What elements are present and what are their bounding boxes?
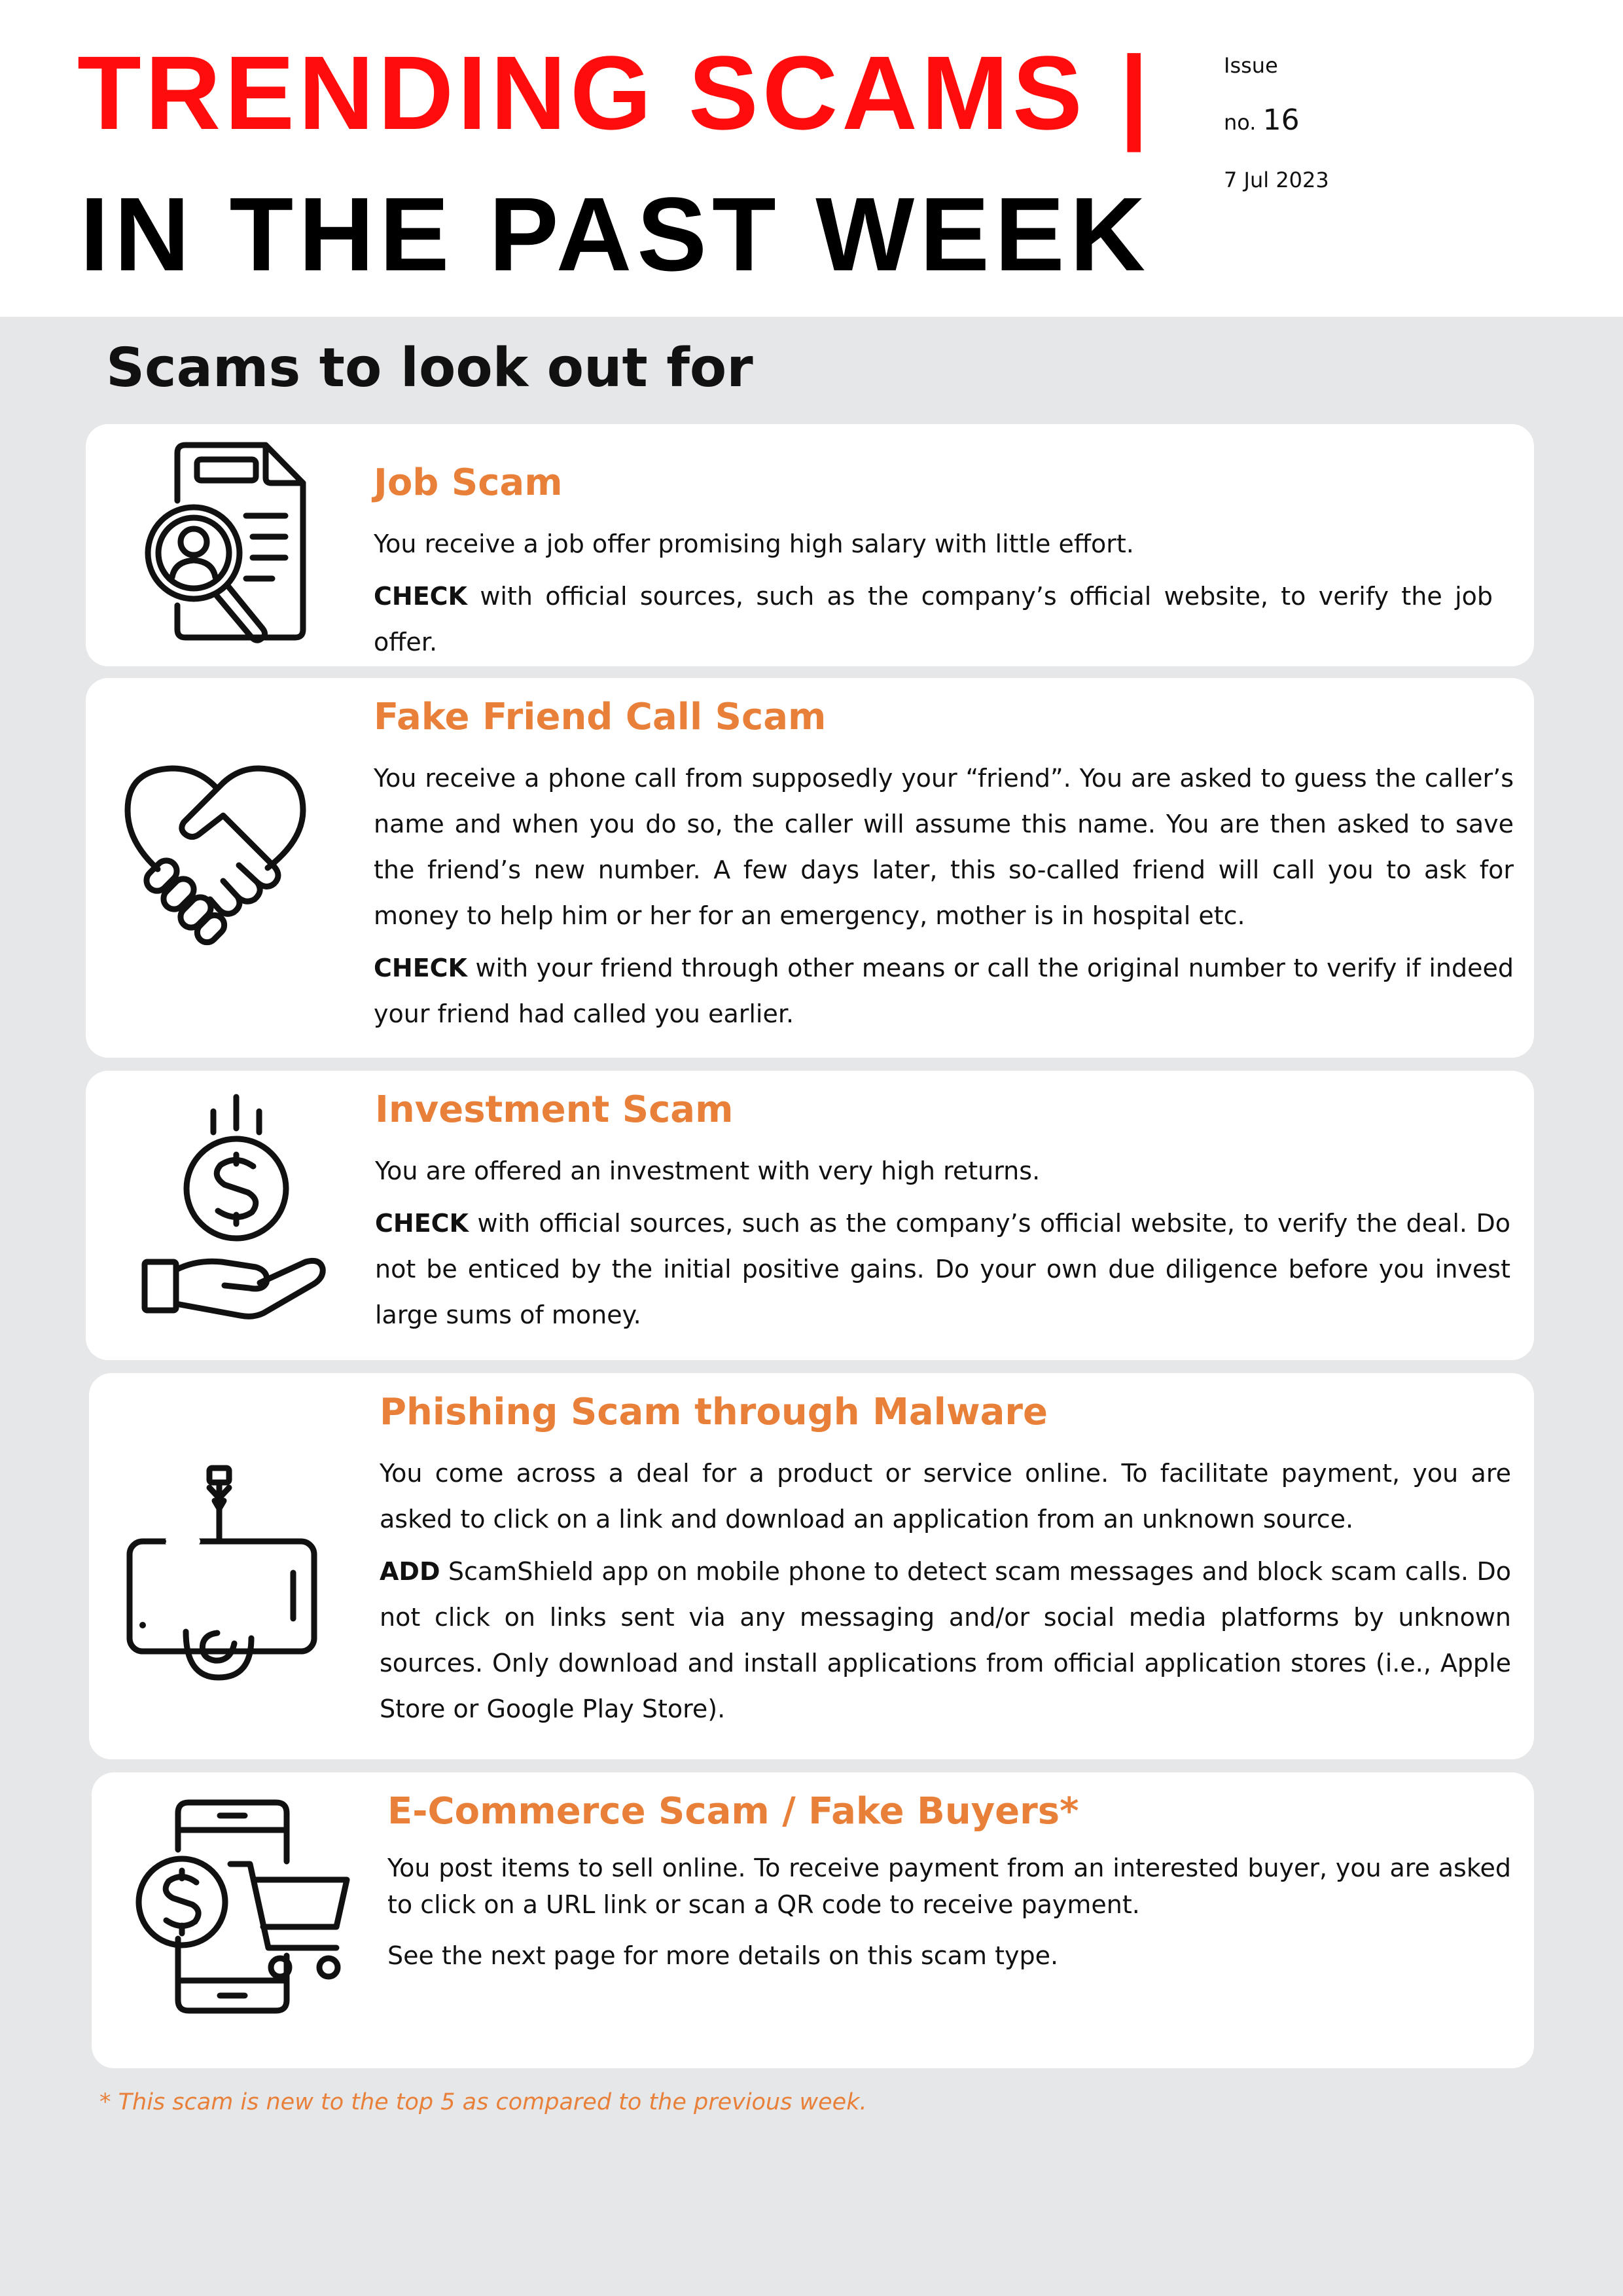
scam-card-phishing xyxy=(89,1373,1534,1759)
section-title: Scams to look out for xyxy=(106,337,753,399)
hand-dollar-coin-icon xyxy=(138,1090,334,1319)
footnote: * This scam is new to the top 5 as compared to the previous week. xyxy=(99,2089,867,2115)
advice-text: See the next page for more details on this scam type. xyxy=(387,1941,1059,1970)
scam-description: You are offered an investment with very high returns. xyxy=(375,1157,1041,1185)
phone-fishing-hook-icon xyxy=(123,1462,319,1691)
issue-no-value: 16 xyxy=(1262,103,1300,137)
scam-advice xyxy=(374,573,1493,665)
scam-advice xyxy=(374,945,1514,1037)
scam-title: Investment Scam xyxy=(375,1088,734,1131)
scam-card-investment xyxy=(86,1071,1534,1360)
scam-card-content xyxy=(374,457,1493,665)
issue-label: Issue xyxy=(1224,53,1278,78)
headline-past-week: IN THE PAST WEEK xyxy=(80,175,1151,293)
scam-title: Job Scam xyxy=(374,461,563,504)
scam-advice xyxy=(380,1549,1511,1732)
issue-number xyxy=(1224,105,1329,138)
issue-info xyxy=(1224,50,1329,196)
issue-no-prefix: no. xyxy=(1224,110,1257,135)
headline-trending-scams: TRENDING SCAMS | xyxy=(77,34,1153,151)
advice-text: with your friend through other means or call the original number to verify if indeed your friend had called you earlier. xyxy=(374,954,1514,1028)
advice-text: with official sources, such as the company’s official website, to verify the job offer. xyxy=(374,582,1493,656)
scam-title: Phishing Scam through Malware xyxy=(380,1391,1048,1433)
phone-cart-dollar-icon xyxy=(132,1796,355,2018)
scam-advice xyxy=(387,1937,1511,1974)
scam-title: Fake Friend Call Scam xyxy=(374,696,827,738)
issue-date: 7 Jul 2023 xyxy=(1224,168,1329,192)
page-header xyxy=(0,0,1623,317)
scam-card-job xyxy=(86,424,1534,666)
scam-card-content xyxy=(375,1084,1510,1338)
scam-card-ecommerce xyxy=(92,1772,1534,2068)
scam-description: You post items to sell online. To receive payment from an interested buyer, you are asked to click on a URL link or scan a QR code to receive payment. xyxy=(387,1854,1511,1919)
advice-text: ScamShield app on mobile phone to detect scam messages and block scam calls. Do not click on links sent via any messaging and/or social media platforms by unknown sources. Only download and install applications from official application stores (i.e., Apple Store or Google Play Store). xyxy=(380,1557,1511,1723)
advice-keyword: ADD xyxy=(380,1557,440,1586)
scam-description: You receive a phone call from supposedly your “friend”. You are asked to guess the caller’s name and when you do so, the caller will assume this name. You are then asked to save the friend’s new number. A few days later, this so-called friend will call you to ask for money to help him or her for an emergency, mother is in hospital etc. xyxy=(374,764,1514,930)
scam-title: E-Commerce Scam / Fake Buyers* xyxy=(387,1790,1079,1833)
scam-card-fake-friend xyxy=(86,678,1534,1058)
scam-card-content xyxy=(387,1785,1511,1974)
advice-keyword: CHECK xyxy=(374,954,467,982)
scam-description: You receive a job offer promising high salary with little effort. xyxy=(374,529,1134,558)
job-search-document-icon xyxy=(132,439,328,648)
advice-keyword: CHECK xyxy=(375,1209,469,1238)
advice-keyword: CHECK xyxy=(374,582,467,611)
scam-card-content xyxy=(380,1386,1511,1732)
scam-advice xyxy=(375,1200,1510,1338)
advice-text: with official sources, such as the company’s official website, to verify the deal. Do not be enticed by the initial positive gains. Do your own due diligence before you invest large sums of money. xyxy=(375,1209,1510,1329)
handshake-heart-icon xyxy=(118,750,315,953)
scam-card-content xyxy=(374,691,1514,1037)
scam-description: You come across a deal for a product or service online. To facilitate payment, you are asked to click on a link and download an application from an unknown source. xyxy=(380,1459,1511,1534)
